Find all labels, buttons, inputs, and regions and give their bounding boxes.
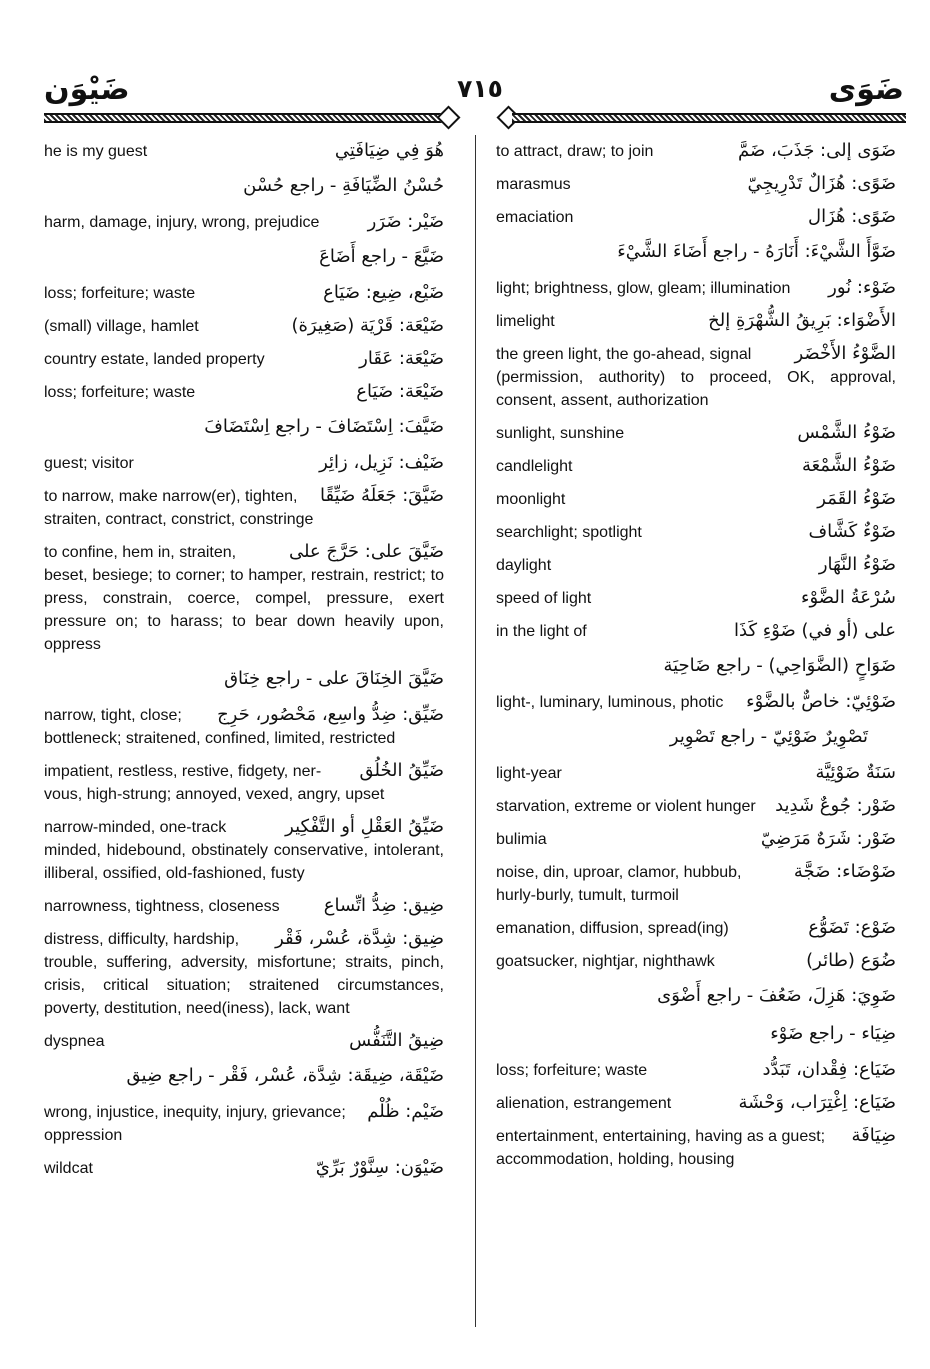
entry-english: searchlight; spotlight: [496, 524, 642, 541]
entry-arabic: ضَوْر: جُوعٌ شَدِيد: [775, 795, 896, 816]
entry-arabic: ضَيْعَة: ضَيَاع: [356, 381, 444, 402]
entry-arabic: ضُوَع (طائر): [806, 950, 896, 971]
entry-arabic: ضِيَافَة: [851, 1125, 896, 1146]
header-left-word: ضَيْوَن: [44, 72, 130, 107]
dictionary-entry: [496, 519, 896, 544]
entry-english-continuation: straiten, contract, constrict, constringe: [44, 511, 314, 528]
entry-arabic-line: ضَوَاحٍ (الضَّوَاحِي) - راجع ضَاحِيَة: [663, 655, 896, 676]
entry-arabic: سُرْعَةُ الضَّوْء: [801, 587, 896, 608]
entry-arabic: ضَوْءُ النَّهَار: [818, 554, 896, 575]
entry-arabic: ضَوْر: شَرَهٌ مَرَضِيّ: [760, 828, 896, 849]
entry-arabic-line: تَصْوِيرٌ ضَوْئِيّ - راجع تَصْوِير: [669, 726, 868, 747]
dictionary-entry: [44, 379, 444, 404]
entry-english-continuation: oppression: [44, 1127, 123, 1144]
entry-english: alienation, estrangement: [496, 1095, 672, 1112]
entry-arabic: ضَيْف: نَزِيل، زائِر: [319, 452, 444, 473]
entry-arabic-line: ضَوِيَ: هَزِلَ، ضَعُفَ - راجع أَضْوَى: [657, 985, 896, 1006]
dictionary-entry: [44, 138, 444, 163]
dictionary-entry: [44, 209, 444, 234]
dictionary-entry: [44, 758, 444, 806]
dictionary-entry: [496, 948, 896, 973]
entry-english: wrong, injustice, inequity, injury, grievance;: [44, 1104, 346, 1121]
dictionary-entry: [496, 453, 896, 478]
entry-arabic: ضَيْع، ضِيع: ضَيَاع: [323, 282, 444, 303]
entry-english: sunlight, sunshine: [496, 425, 625, 442]
entry-arabic-line: ضَيْقَة، ضِيقَة: شِدَّة، عُسْر، فَقْر - راجع ضِيق: [126, 1065, 444, 1086]
dictionary-entry: [44, 893, 444, 918]
entry-english: impatient, restless, restive, fidgety, ner-: [44, 763, 322, 780]
dictionary-entry: [496, 793, 896, 818]
entry-english: the green light, the go-ahead, signal: [496, 346, 752, 363]
entry-english-continuation: (permission, authority) to proceed, OK, approval, consent, assent, authorization: [496, 369, 896, 409]
dictionary-entry: [496, 308, 896, 333]
entry-arabic-line: حُسْنُ الضِّيَافَةِ - راجع حُسْن: [243, 175, 444, 196]
dictionary-entry: [44, 702, 444, 750]
entry-english: entertainment, entertaining, having as a guest;: [496, 1128, 826, 1145]
entry-english: moonlight: [496, 491, 566, 508]
entry-english: light-year: [496, 765, 562, 782]
entry-arabic: ضَيْعَة: عَقَار: [359, 348, 444, 369]
entry-arabic: ضَيَّقَ: جَعَلَهُ ضَيِّقًا: [320, 485, 444, 506]
entry-arabic: ضَوْضَاء: ضَجَّة: [793, 861, 896, 882]
entry-english: narrow-minded, one-track: [44, 819, 227, 836]
dictionary-entry: [496, 275, 896, 300]
entry-english: to confine, hem in, straiten,: [44, 544, 237, 561]
entry-english: limelight: [496, 313, 555, 330]
dictionary-entry: [496, 585, 896, 610]
entry-english: loss; forfeiture; waste: [496, 1062, 648, 1079]
entry-arabic: ضَوْءُ الشَّمْس: [797, 422, 896, 443]
dictionary-entry: [496, 826, 896, 851]
entry-arabic: ضَيْعَة: قَرْيَة (صَغِيرَة): [291, 315, 444, 336]
entry-english-continuation: hurly-burly, tumult, turmoil: [496, 887, 679, 904]
entry-english: (small) village, hamlet: [44, 318, 199, 335]
dictionary-entry: [496, 171, 896, 196]
entry-arabic: ضَوًى: هُزَالٌ تَدْرِيجِيّ: [747, 173, 896, 194]
dictionary-entry: [44, 346, 444, 371]
entry-english-continuation: minded, hidebound, obstinately conservative, intolerant, illiberal, ossified, old-fashioned, fusty: [44, 842, 444, 882]
entry-arabic: ضِيق: شِدَّة، عُسْر، فَقْر: [275, 928, 444, 949]
entry-english: goatsucker, nightjar, nighthawk: [496, 953, 715, 970]
entry-arabic: ضِيق: ضِدُّ اتِّساع: [323, 895, 444, 916]
entry-arabic: ضَوْءُ القَمَر: [817, 488, 896, 509]
entry-english: distress, difficulty, hardship,: [44, 931, 240, 948]
entry-english: narrow, tight, close;: [44, 707, 182, 724]
entry-english: emanation, diffusion, spread(ing): [496, 920, 729, 937]
entry-english: noise, din, uproar, clamor, hubbub,: [496, 864, 742, 881]
dictionary-entry: [44, 1028, 444, 1053]
page-number: ٧١٥: [457, 74, 503, 103]
entry-arabic: ضَيْر: ضَرَر: [367, 211, 444, 232]
entry-arabic: ضَيِّقُ العَقْلِ أو التَّفْكِير: [285, 816, 444, 837]
dictionary-entry: [496, 1057, 896, 1082]
dictionary-entry: [496, 1123, 896, 1171]
entry-english-continuation: vous, high-strung; annoyed, vexed, angry, upset: [44, 786, 385, 803]
entry-arabic: ضَوًى: هُزَال: [808, 206, 896, 227]
entry-english: loss; forfeiture; waste: [44, 384, 196, 401]
entry-english: emaciation: [496, 209, 574, 226]
dictionary-entry: [496, 552, 896, 577]
dictionary-entry: [44, 926, 444, 1020]
entry-arabic: هُوَ فِي ضِيَافَتِي: [334, 140, 444, 161]
dictionary-entry: [44, 450, 444, 475]
dictionary-entry: [496, 760, 896, 785]
entry-english: light; brightness, glow, gleam; illumination: [496, 280, 791, 297]
entry-arabic-line: ضَيَّعَ - راجع أَضَاعَ: [319, 246, 444, 267]
header-rule-left: [44, 113, 444, 123]
dictionary-entry: [44, 1155, 444, 1180]
dictionary-entry: [496, 1090, 896, 1115]
entry-arabic: الضَّوْءُ الأَخْضَر: [794, 343, 896, 364]
diamond-ornament-left: [436, 105, 460, 129]
dictionary-entry: [496, 859, 896, 907]
entry-arabic-line: ضَيَّقَ الخِنَاقَ على - راجع خِنَاق: [224, 668, 444, 689]
entry-english: to attract, draw; to join: [496, 143, 654, 160]
entry-english: starvation, extreme or violent hunger: [496, 798, 756, 815]
entry-arabic: ضَوْع: تَضَوُّع: [808, 917, 896, 938]
entry-arabic: ضَوَى إلى: جَذَبَ، ضَمَّ: [738, 140, 896, 161]
entry-english: light-, luminary, luminous, photic: [496, 694, 724, 711]
entry-arabic: ضَوْءُ الشَّمْعَة: [801, 455, 896, 476]
entry-arabic: سَنَةٌ ضَوْئِيَّة: [815, 762, 896, 783]
header-right-word: ضَوَى: [828, 72, 904, 107]
entry-arabic: ضَيْم: ظُلْم: [367, 1101, 444, 1122]
left-column: [44, 138, 444, 1188]
entry-english: guest; visitor: [44, 455, 134, 472]
dictionary-entry: [496, 486, 896, 511]
column-divider: [475, 135, 476, 1327]
entry-english-continuation: beset, besiege; to corner; to hamper, restrain, restrict; to press, constrain, coerce, compel, pressure, exert pressure on; to harass; to bear down heavily upon, oppress: [44, 567, 444, 653]
entry-arabic: ضَيَّقَ على: حَرَّجَ على: [288, 541, 444, 562]
entry-english: dyspnea: [44, 1033, 105, 1050]
entry-arabic: ضِيقُ التَّنَفُّس: [349, 1030, 444, 1051]
entry-english: he is my guest: [44, 143, 148, 160]
entry-arabic: ضَوْءٌ كَشَّاف: [808, 521, 896, 542]
entry-arabic: ضَيَاع: فِقْدان، تَبَدُّد: [762, 1059, 896, 1080]
dictionary-entry: [496, 204, 896, 229]
dictionary-entry: [496, 689, 896, 714]
entry-arabic-line: ضِيَاء - راجع ضَوْء: [770, 1023, 896, 1044]
entry-arabic: ضَوْء: نُور: [828, 277, 896, 298]
dictionary-entry: [496, 915, 896, 940]
entry-arabic: ضَيِّقُ الخُلُق: [359, 760, 444, 781]
entry-arabic: ضَيِّق: ضِدُّ واسِع، مَحْصُور، حَرِج: [217, 704, 444, 725]
entry-english-continuation: bottleneck; straitened, confined, limited, restricted: [44, 730, 396, 747]
header-rule-right: [512, 113, 906, 123]
dictionary-entry: [496, 138, 896, 163]
entry-arabic: ضَوْئِيّ: خاصٌّ بالضَّوْء: [746, 691, 896, 712]
entry-english: daylight: [496, 557, 552, 574]
entry-english: country estate, landed property: [44, 351, 265, 368]
entry-english: candlelight: [496, 458, 573, 475]
entry-english: loss; forfeiture; waste: [44, 285, 196, 302]
dictionary-entry: [44, 313, 444, 338]
entry-english: in the light of: [496, 623, 587, 640]
dictionary-entry: [44, 1099, 444, 1147]
dictionary-entry: [496, 618, 896, 643]
dictionary-entry: [44, 814, 444, 885]
entry-arabic-line: ضَوَّأَ الشَّيْءَ: أَنَارَهُ - راجع أَضَاءَ الشَّيْءَ: [617, 241, 896, 262]
entry-english-continuation: accommodation, holding, housing: [496, 1151, 735, 1168]
entry-english: narrowness, tightness, closeness: [44, 898, 280, 915]
entry-arabic-line: ضَيَّفَ: اِسْتَضَافَ - راجع اِسْتَضَافَ: [204, 416, 444, 437]
entry-english: to narrow, make narrow(er), tighten,: [44, 488, 298, 505]
dictionary-entry: [496, 420, 896, 445]
entry-english: harm, damage, injury, wrong, prejudice: [44, 214, 320, 231]
entry-arabic: الأَضْوَاء: بَرِيقُ الشُّهْرَةِ إلخ: [708, 310, 896, 331]
entry-arabic: ضَيْوَن: سِنَّوْرٌ بَرِّيّ: [315, 1157, 444, 1178]
dictionary-entry: [496, 341, 896, 412]
entry-arabic: ضَيَاع: اِغْتِرَاب، وَحْشَة: [738, 1092, 896, 1113]
right-column: [496, 138, 896, 1179]
dictionary-entry: [44, 280, 444, 305]
entry-english-continuation: trouble, suffering, adversity, misfortune; straits, pinch, crisis, critical situation; straitened circumstances, poverty, destitution, need(iness), lack, want: [44, 954, 444, 1017]
entry-english: bulimia: [496, 831, 547, 848]
entry-english: wildcat: [44, 1160, 93, 1177]
dictionary-entry: [44, 483, 444, 531]
entry-english: speed of light: [496, 590, 592, 607]
entry-english: marasmus: [496, 176, 571, 193]
entry-arabic: على (أو في) ضَوْءِ كَذَا: [734, 620, 896, 641]
dictionary-entry: [44, 539, 444, 656]
